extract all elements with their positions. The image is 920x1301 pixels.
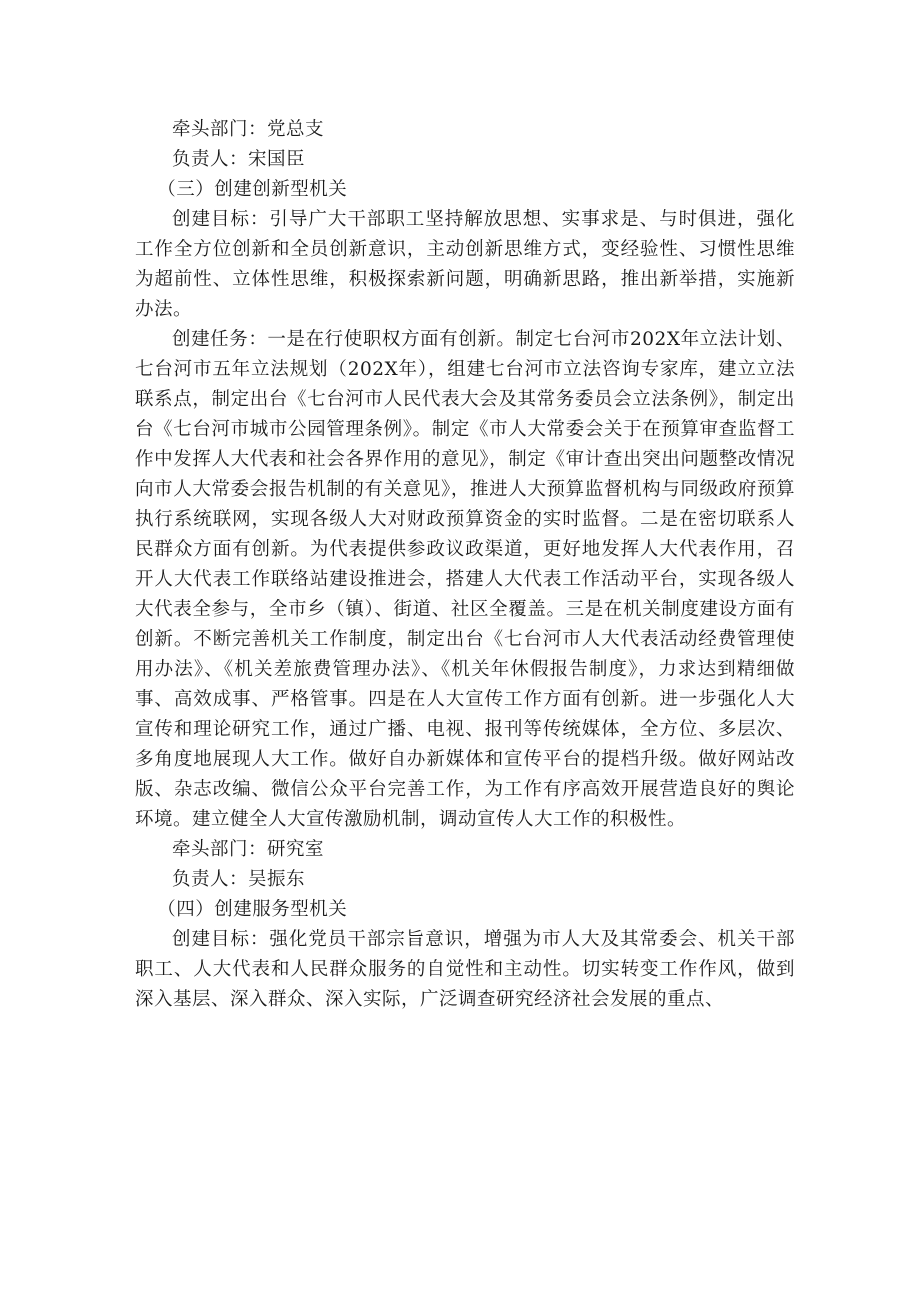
responsible-person-line: 负责人：吴振东 — [172, 869, 306, 890]
goal-paragraph: 创建目标：强化党员干部宗旨意识，增强为市人大及其常委会、机关干部职工、人大代表和人民群众服务的自觉性和主动性。切实转变工作作风，做到深入基层、深入群众、深入实际，广泛调查研究经济社会发展的重点、 — [135, 929, 795, 1010]
responsible-person-line: 负责人：宋国臣 — [172, 149, 306, 170]
lead-department-line: 牵头部门：研究室 — [172, 839, 325, 860]
document-body — [135, 115, 795, 1015]
section-heading-innovative: （三）创建创新型机关 — [157, 179, 348, 200]
task-paragraph: 创建任务：一是在行使职权方面有创新。制定七台河市202X年立法计划、七台河市五年立法规划（202X年），组建七台河市立法咨询专家库，建立立法联系点，制定出台《七台河市人民代表大会及其常务委员会立法条例》，制定出台《七台河市城市公园管理条例》。制定《市人大常委会关于在预算审查监督工作中发挥人大代表和社会各界作用的意见》，制定《审计查出突出问题整改情况向市人大常委会报告机制的有关意见》，推进人大预算监督机构与同级政府预算执行系统联网，实现各级人大对财政预算资金的实时监督。二是在密切联系人民群众方面有创新。为代表提供参政议政渠道，更好地发挥人大代表作用，召开人大代表工作联络站建设推进会，搭建人大代表工作活动平台，实现各级人大代表全参与，全市乡（镇）、街道、社区全覆盖。三是在机关制度建设方面有创新。不断完善机关工作制度，制定出台《七台河市人大代表活动经费管理使用办法》、《机关差旅费管理办法》、《机关年休假报告制度》，力求达到精细做事、高效成事、严格管事。四是在人大宣传工作方面有创新。进一步强化人大宣传和理论研究工作，通过广播、电视、报刊等传统媒体，全方位、多层次、多角度地展现人大工作。做好自办新媒体和宣传平台的提档升级。做好网站改版、杂志改编、微信公众平台完善工作，为工作有序高效开展营造良好的舆论环境。建立健全人大宣传激励机制，调动宣传人大工作的积极性。 — [135, 329, 795, 830]
lead-department-line: 牵头部门：党总支 — [172, 119, 325, 140]
section-heading-service: （四）创建服务型机关 — [157, 899, 348, 920]
goal-paragraph: 创建目标：引导广大干部职工坚持解放思想、实事求是、与时俱进，强化工作全方位创新和全员创新意识，主动创新思维方式，变经验性、习惯性思维为超前性、立体性思维，积极探索新问题，明确新思路，推出新举措，实施新办法。 — [135, 209, 795, 320]
